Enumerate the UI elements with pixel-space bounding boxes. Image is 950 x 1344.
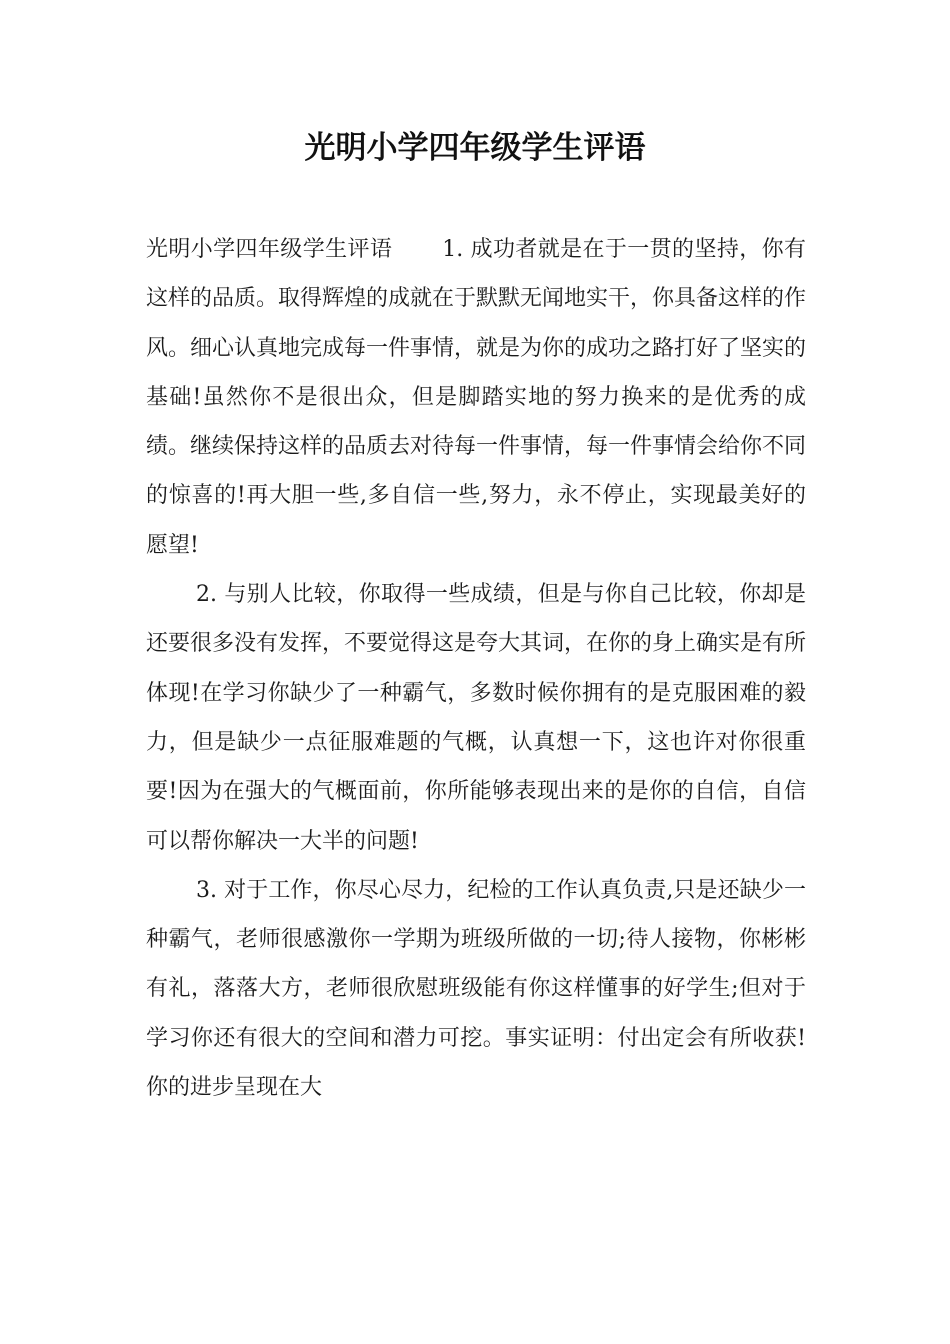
document-body [146,225,806,1112]
paragraph-1-text: 1. 成功者就是在于一贯的坚持，你有这样的品质。取得辉煌的成就在于默默无闻地实干，你具备这样的作风。细心认真地完成每一件事情，就是为你的成功之路打好了坚实的基础!虽然你不是很出众，但是脚踏实地的努力换来的是优秀的成绩。继续保持这样的品质去对待每一件事情，每一件事情会给你不同的惊喜的!再大胆一些,多自信一些,努力，永不停止，实现最美好的愿望! [146,237,807,558]
document-title: 光明小学四年级学生评语 [304,130,646,166]
lead-title: 光明小学四年级学生评语 [146,237,393,262]
paragraph-3: 3. 对于工作，你尽心尽力，纪检的工作认真负责,只是还缺少一种霸气，老师很感激你一学期为班级所做的一切;待人接物，你彬彬有礼，落落大方，老师很欣慰班级能有你这样懂事的好学生;但对于学习你还有很大的空间和潜力可挖。事实证明：付出定会有所收获!你的进步呈现在大 [146,877,806,1101]
paragraph-1 [146,225,806,570]
paragraph-2: 2. 与别人比较，你取得一些成绩，但是与你自己比较，你却是还要很多没有发挥，不要觉得这是夸大其词，在你的身上确实是有所体现!在学习你缺少了一种霸气，多数时候你拥有的是克服困难的毅力，但是缺少一点征服难题的气概，认真想一下，这也许对你很重要!因为在强大的气概面前，你所能够表现出来的是你的自信，自信可以帮你解决一大半的问题! [146,582,807,854]
